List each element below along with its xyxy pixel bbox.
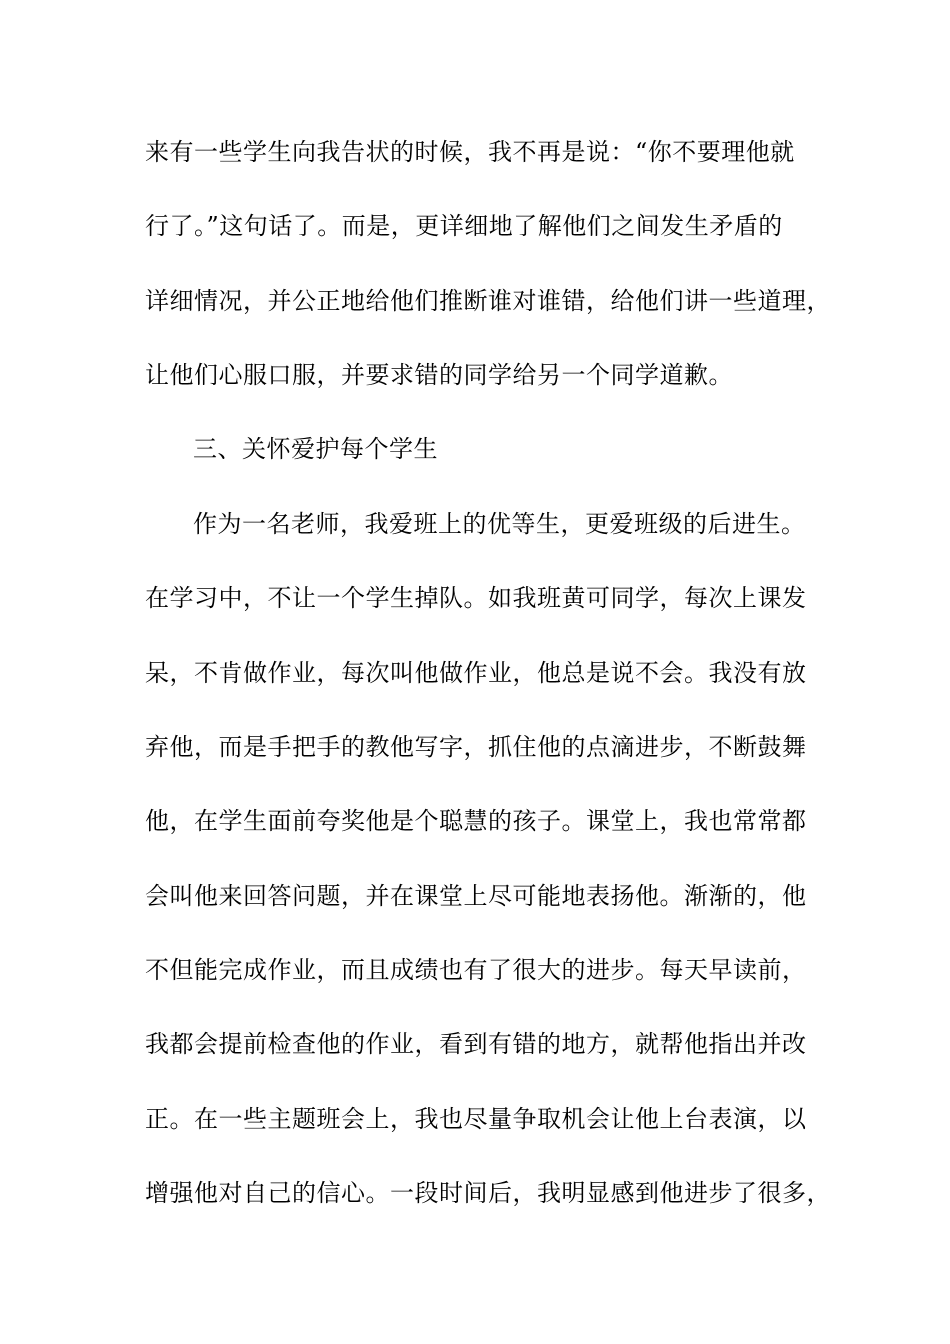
text-line-9: 弃他，而是手把手的教他写字，抓住他的点滴进步，不断鼓舞 — [145, 733, 807, 761]
text-line-3: 详细情况，并公正地给他们推断谁对谁错，给他们讲一些道理， — [145, 287, 831, 315]
section-heading: 三、关怀爱护每个学生 — [193, 435, 438, 463]
text-line-7: 在学习中，不让一个学生掉队。如我班黄可同学，每次上课发 — [145, 584, 807, 612]
text-line-15: 增强他对自己的信心。一段时间后，我明显感到他进步了很多， — [145, 1179, 831, 1207]
text-line-14: 正。在一些主题班会上，我也尽量争取机会让他上台表演，以 — [145, 1105, 807, 1133]
text-line-13: 我都会提前检查他的作业，看到有错的地方，就帮他指出并改 — [145, 1030, 807, 1058]
text-line-1: 来有一些学生向我告状的时候，我不再是说：“你不要理他就 — [145, 138, 795, 166]
paragraph-first-line: 作为一名老师，我爱班上的优等生，更爱班级的后进生。 — [193, 510, 806, 538]
text-line-10: 他，在学生面前夸奖他是个聪慧的孩子。课堂上，我也常常都 — [145, 807, 807, 835]
text-line-12: 不但能完成作业，而且成绩也有了很大的进步。每天早读前， — [145, 956, 807, 984]
text-line-2: 行了。”这句话了。而是，更详细地了解他们之间发生矛盾的 — [145, 212, 783, 240]
text-line-8: 呆，不肯做作业，每次叫他做作业，他总是说不会。我没有放 — [145, 659, 807, 687]
text-line-4: 让他们心服口服，并要求错的同学给另一个同学道歉。 — [145, 361, 733, 389]
text-line-11: 会叫他来回答问题，并在课堂上尽可能地表扬他。渐渐的，他 — [145, 882, 807, 910]
